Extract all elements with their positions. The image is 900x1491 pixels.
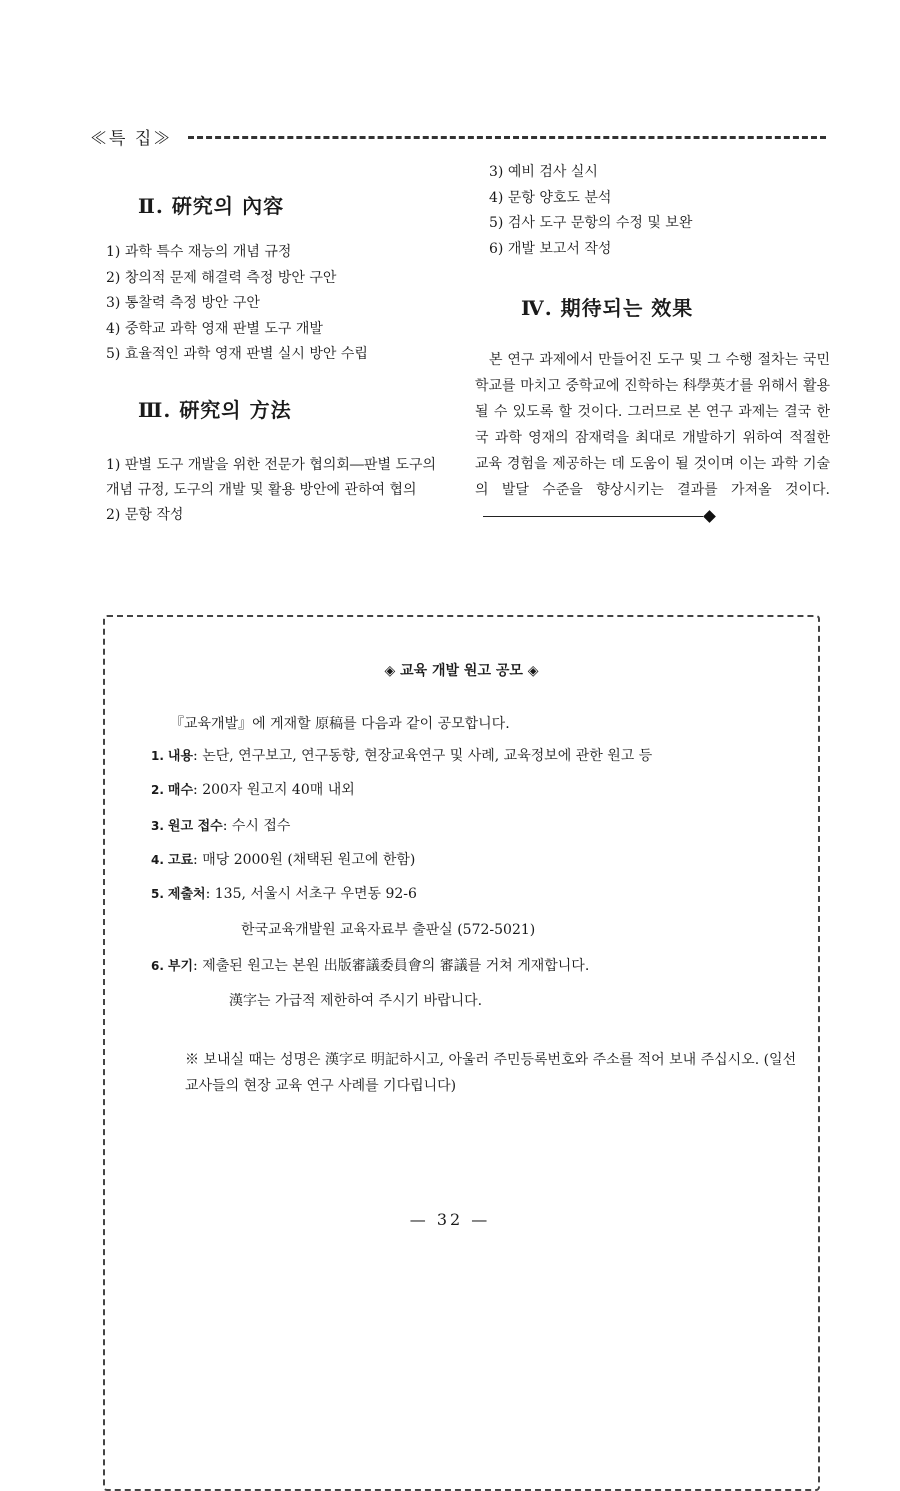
section-3-title: Ⅲ. 硏究의 方法 bbox=[138, 397, 292, 422]
notice-note-line2: 漢字는 가급적 제한하여 주시기 바랍니다. bbox=[229, 993, 483, 1009]
left-column bbox=[106, 190, 451, 528]
notice-item-fee: 4. 고료: 매당 2000원 (채택된 원고에 한함) bbox=[151, 852, 416, 868]
list-item: 5) 검사 도구 문항의 수정 및 보완 bbox=[489, 215, 693, 231]
section-3-list-right bbox=[489, 160, 830, 262]
notice-remark: ※ 보내실 때는 성명은 漢字로 明記하시고, 아울러 주민등록번호와 주소를 적어 보내 주십시오. (일선 교사들의 현장 교육 연구 사례를 기다립니다) bbox=[185, 1052, 797, 1094]
notice-item-submission: 3. 원고 접수: 수시 접수 bbox=[151, 818, 291, 834]
call-for-papers-box bbox=[103, 615, 820, 1491]
notice-item-content: 1. 내용: 논단, 연구보고, 연구동향, 현장교육연구 및 사례, 교육정보에 관한 원고 등 bbox=[151, 748, 653, 764]
list-item: 1) 판별 도구 개발을 위한 전문가 협의회―판별 도구의 개념 규정, 도구의 개발 및 활용 방안에 관하여 협의 bbox=[106, 456, 436, 498]
list-item: 3) 통찰력 측정 방안 구안 bbox=[106, 295, 260, 311]
section-2-list bbox=[106, 240, 451, 368]
end-rule bbox=[483, 516, 703, 517]
section-3-list-left bbox=[106, 453, 451, 529]
list-item: 6) 개발 보고서 작성 bbox=[489, 240, 612, 257]
notice-address-line2: 한국교육개발원 교육자료부 출판실 (572-5021) bbox=[241, 922, 536, 938]
list-item: 2) 창의적 문제 해결력 측정 방안 구안 bbox=[106, 269, 337, 286]
list-item: 4) 문항 양호도 분석 bbox=[489, 189, 612, 206]
feature-header bbox=[90, 124, 826, 154]
list-item: 3) 예비 검사 실시 bbox=[489, 164, 598, 180]
section-2-title: Ⅱ. 硏究의 內容 bbox=[138, 194, 285, 218]
list-item: 5) 효율적인 과학 영재 판별 실시 방안 수립 bbox=[106, 346, 368, 362]
header-dashed-rule bbox=[188, 136, 826, 139]
page-number: — 32 — bbox=[409, 1210, 491, 1229]
list-item: 4) 중학교 과학 영재 판별 도구 개발 bbox=[106, 320, 323, 337]
notice-item-address: 5. 제출처: 135, 서울시 서초구 우면동 92-6 bbox=[151, 886, 417, 902]
notice-intro: 『교육개발』에 게재할 原稿를 다음과 같이 공모합니다. bbox=[170, 716, 510, 732]
feature-label: ≪특 집≫ bbox=[90, 124, 172, 149]
notice-item-pages: 2. 매수: 200자 원고지 40매 내외 bbox=[151, 782, 355, 798]
list-item: 1) 과학 특수 재능의 개념 규정 bbox=[106, 244, 292, 260]
notice-title: ◈ 교육 개발 원고 공모 ◈ bbox=[384, 663, 539, 679]
right-column bbox=[475, 160, 830, 529]
list-item: 2) 문항 작성 bbox=[106, 506, 184, 523]
end-diamond-icon bbox=[703, 510, 716, 523]
section-4-paragraph: 본 연구 과제에서 만들어진 도구 및 그 수행 절차는 국민 학교를 마치고 중학교에 진학하는 科學英才를 위해서 활용될 수 있도록 할 것이다. 그러므로 본 연구 과제는 결국 한국 과학 영재의 잠재력을 최대로 개발하기 위하여 적절한 교육 경험을 제공하는 데 도움이 될 것이며 이는 과학 기술의 발달 수준을 향상시키는 결과를 가져올 것이다. bbox=[475, 347, 830, 529]
section-4-title: Ⅳ. 期待되는 效果 bbox=[521, 296, 694, 320]
notice-item-note: 6. 부기: 제출된 원고는 본원 出版審議委員會의 審議를 거쳐 게재합니다. bbox=[151, 958, 590, 974]
